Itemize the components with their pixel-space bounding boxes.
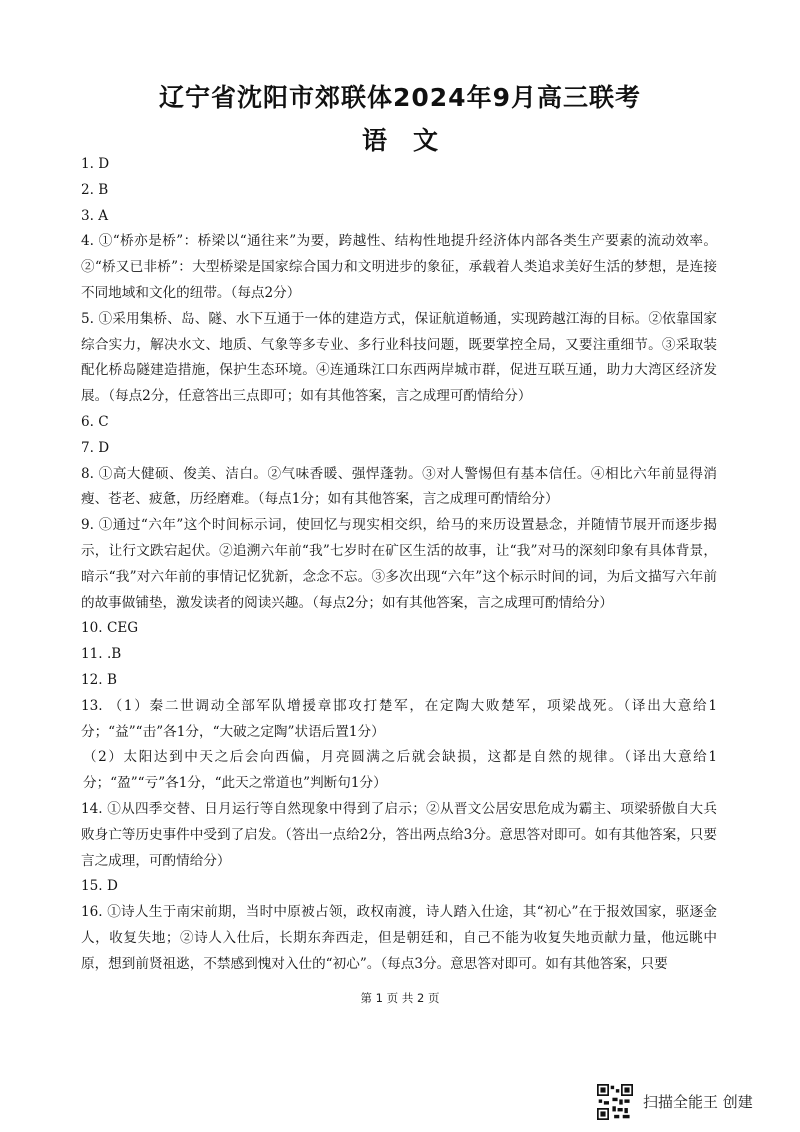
answer-item: 4. ①“桥亦是桥”：桥梁以“通往来”为要，跨越性、结构性地提升经济体内部各类生产要素的流动效率。②“桥又已非桥”：大型桥梁是国家综合国力和文明进步的象征，承载着人类追求美好生活的梦想，是连接不同地域和文化的纽带。（每点2分） (81, 233, 717, 301)
answer-item: 10. CEG (81, 620, 139, 637)
answer-item: 8. ①高大健硕、俊美、洁白。②气味香暖、强悍蓬勃。③对人警惕但有基本信任。④相比六年前显得消瘦、苍老、疲惫，历经磨难。（每点1分；如有其他答案，言之成理可酌情给分） (81, 465, 717, 508)
answer-item: 7. D (81, 439, 110, 456)
answer-item: 9. ①通过“六年”这个时间标示词，使回忆与现实相交织，给马的来历设置悬念，并随情节展开而逐步揭示，让行文跌宕起伏。②追溯六年前“我”七岁时在矿区生活的故事，让“我”对马的深刻印象有具体背景，暗示“我”对六年前的事情记忆犹新，念念不忘。③多次出现“六年”这个标示时间的词，为后文描写六年前的故事做铺垫，激发读者的阅读兴趣。（每点2分；如有其他答案，言之成理可酌情给分） (81, 517, 717, 611)
page-title: 辽宁省沈阳市郊联体2024年9月高三联考 (159, 83, 641, 112)
answer-item: 15. D (81, 878, 118, 895)
answer-item: 13. （1）秦二世调动全部军队增援章邯攻打楚军，在定陶大败楚军，项梁战死。（译出大意给1分；“益”“击”各1分，“大破之定陶”状语后置1分） (81, 697, 717, 740)
answer-item: 14. ①从四季交替、日月运行等自然现象中得到了启示；②从晋文公居安思危成为霸主、项梁骄傲自大兵败身亡等历史事件中受到了启发。（答出一点给2分，答出两点给3分。意思答对即可。如有其他答案，只要言之成理，可酌情给分） (81, 800, 717, 869)
scanner-watermark (597, 1080, 787, 1120)
subject-title: 语文 (361, 126, 464, 155)
answer-list (81, 152, 717, 978)
page-number: 第 1 页 共 2 页 (360, 991, 440, 1005)
answer-item: 1. D (81, 156, 110, 172)
answer-item: 12. B (81, 671, 117, 688)
watermark-text: 扫描全能王 创建 (643, 1093, 753, 1111)
qr-code-icon (597, 1084, 633, 1120)
answer-item: 2. B (81, 181, 109, 198)
answer-item: 3. A (81, 207, 109, 224)
answer-item: 6. C (81, 413, 109, 430)
answer-item: 11. .B (81, 646, 122, 663)
answer-item: （2）太阳达到中天之后会向西偏，月亮圆满之后就会缺损，这都是自然的规律。（译出大意给1分；“盈”“亏”各1分，“此天之常道也”判断句1分） (83, 749, 717, 792)
answer-item: 16. ①诗人生于南宋前期，当时中原被占领，政权南渡，诗人踏入仕途，其“初心”在于报效国家，驱逐金人，收复失地；②诗人入仕后，长期东奔西走，但是朝廷和，自己不能为收复失地贡献力量，他远眺中原，想到前贤祖逖，不禁感到愧对入仕的“初心”。（每点3分。意思答对即可。如有其他答案，只要 (81, 904, 717, 972)
answer-item: 5. ①采用集桥、岛、隧、水下互通于一体的建造方式，保证航道畅通，实现跨越江海的目标。②依靠国家综合实力，解决水文、地质、气象等多专业、多行业科技问题，既要掌控全局，又要注重细节。③采取装配化桥岛隧建造措施，保护生态环境。④连通珠江口东西两岸城市群，促进互联互通，助力大湾区经济发展。（每点2分，任意答出三点即可；如有其他答案，言之成理可酌情给分） (81, 310, 717, 405)
